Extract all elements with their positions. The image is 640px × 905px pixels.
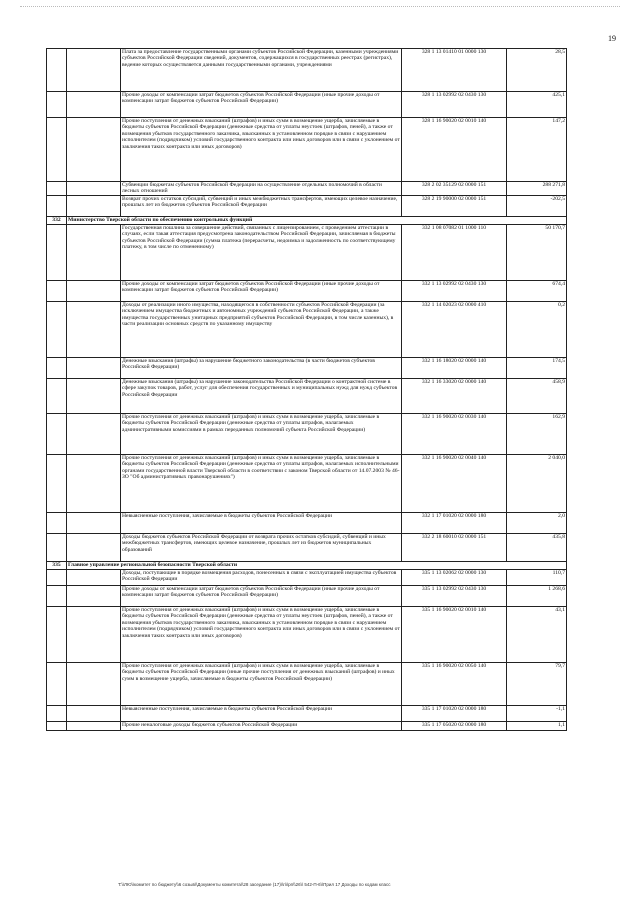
budget-classification-code: 332 2 18 60010 02 0000 151 xyxy=(402,534,507,562)
row-empty-cell-1 xyxy=(47,722,67,731)
budget-classification-code: 335 1 16 90020 02 0010 140 xyxy=(402,607,507,663)
revenue-description: Субвенции бюджетам субъектов Российской Федерации на осуществление отдельных полномочий в области лесных отношений xyxy=(121,182,402,196)
table-row xyxy=(47,663,567,706)
amount: 2,0 xyxy=(507,513,567,534)
revenue-description: Прочие поступления от денежных взысканий (штрафов) и иных сумм в возмещение ущерба, зачисляемые в бюджеты субъектов Российской Федерации (денежные средства от уплаты штрафов, налагаемых административными комиссиями в рамках переданных полномочий субъекта Российской Федерации) xyxy=(121,414,402,455)
section-name: Министерство Тверской области по обеспечению контрольных функций xyxy=(67,217,567,225)
revenue-description: Прочие поступления от денежных взысканий (штрафов) и иных сумм в возмещение ущерба, зачисляемые в бюджеты субъектов Российской Федерации (денежные средства от уплаты штрафов, налагаемых исполнительными органами государственной власти Тверской области в соответствии с законом Тверской области от 14.07.2003 № 46-ЗО "Об административных правонарушениях") xyxy=(121,455,402,513)
revenue-table-body xyxy=(47,49,567,731)
revenue-description: Прочие поступления от денежных взысканий (штрафов) и иных сумм в возмещение ущерба, зачисляемые в бюджеты субъектов Российской Федерации (денежные средства от уплаты неустоек (штрафов, пеней), а также от возмещения убытков государственного заказчика, взысканных в установленном порядке в связи с нарушением исполнителем (подрядчиком) условий государственного контракта или иных договоров или в связи с уклонением от заключения таких контракта или иных договоров) xyxy=(121,607,402,663)
table-row xyxy=(47,196,567,217)
row-empty-cell-2 xyxy=(67,302,121,358)
revenue-description: Плата за предоставление государственными органами субъектов Российской Федерации, казенными учреждениями субъектов Российской Федерации сведений, документов, содержащихся в государственных реестрах (регистрах), ведение которых осуществляется данными государственными органами, учреждениями xyxy=(121,49,402,92)
section-header-row xyxy=(47,562,567,570)
table-row xyxy=(47,607,567,663)
budget-classification-code: 335 1 17 01020 02 0000 180 xyxy=(402,706,507,722)
budget-classification-code: 332 1 16 90020 02 0040 140 xyxy=(402,455,507,513)
amount: 174,5 xyxy=(507,358,567,379)
amount: 425,1 xyxy=(507,92,567,118)
revenue-description: Прочие доходы от компенсации затрат бюджетов субъектов Российской Федерации (иные прочие доходы от компенсации затрат бюджетов субъектов Российской Федерации) xyxy=(121,586,402,607)
row-empty-cell-1 xyxy=(47,586,67,607)
budget-classification-code: 332 1 13 02992 02 0430 130 xyxy=(402,281,507,302)
amount: 0,2 xyxy=(507,302,567,358)
row-empty-cell-2 xyxy=(67,196,121,217)
table-row xyxy=(47,49,567,92)
row-empty-cell-2 xyxy=(67,281,121,302)
section-number: 335 xyxy=(47,562,67,570)
row-empty-cell-1 xyxy=(47,118,67,182)
row-empty-cell-2 xyxy=(67,225,121,281)
row-empty-cell-1 xyxy=(47,196,67,217)
amount: 43,1 xyxy=(507,607,567,663)
table-row xyxy=(47,586,567,607)
table-row xyxy=(47,570,567,586)
table-row xyxy=(47,379,567,414)
revenue-description: Доходы, поступающие в порядке возмещения расходов, понесенных в связи с эксплуатацией имущества субъектов Российской Федерации xyxy=(121,570,402,586)
row-empty-cell-1 xyxy=(47,379,67,414)
budget-classification-code: 335 1 13 02062 02 0000 130 xyxy=(402,570,507,586)
section-header-row xyxy=(47,217,567,225)
row-empty-cell-1 xyxy=(47,92,67,118)
budget-classification-code: 328 1 13 01410 01 0000 130 xyxy=(402,49,507,92)
row-empty-cell-1 xyxy=(47,414,67,455)
budget-classification-code: 332 1 08 07082 01 1000 110 xyxy=(402,225,507,281)
row-empty-cell-2 xyxy=(67,182,121,196)
amount: 1 268,6 xyxy=(507,586,567,607)
table-row xyxy=(47,92,567,118)
row-empty-cell-2 xyxy=(67,455,121,513)
row-empty-cell-1 xyxy=(47,302,67,358)
row-empty-cell-1 xyxy=(47,663,67,706)
row-empty-cell-1 xyxy=(47,706,67,722)
scan-top-edge xyxy=(20,6,620,8)
amount: 674,4 xyxy=(507,281,567,302)
row-empty-cell-2 xyxy=(67,663,121,706)
table-row xyxy=(47,722,567,731)
amount: 1,1 xyxy=(507,722,567,731)
amount: -1,1 xyxy=(507,706,567,722)
amount: 147,2 xyxy=(507,118,567,182)
table-row xyxy=(47,281,567,302)
revenue-table xyxy=(46,48,567,731)
row-empty-cell-2 xyxy=(67,414,121,455)
budget-classification-code: 332 1 14 02023 02 0000 410 xyxy=(402,302,507,358)
amount: 50 170,7 xyxy=(507,225,567,281)
budget-classification-code: 328 2 19 90000 02 0000 151 xyxy=(402,196,507,217)
revenue-description: Денежные взыскания (штрафы) за нарушение бюджетного законодательства (в части бюджетов субъектов Российской Федерации) xyxy=(121,358,402,379)
row-empty-cell-1 xyxy=(47,49,67,92)
table-row xyxy=(47,118,567,182)
table-row xyxy=(47,414,567,455)
row-empty-cell-1 xyxy=(47,358,67,379)
revenue-description: Невыясненные поступления, зачисляемые в бюджеты субъектов Российской Федерации xyxy=(121,513,402,534)
section-name: Главное управление региональной безопасности Тверской области xyxy=(67,562,567,570)
amount: 435,8 xyxy=(507,534,567,562)
amount: -202,5 xyxy=(507,196,567,217)
row-empty-cell-2 xyxy=(67,92,121,118)
row-empty-cell-2 xyxy=(67,534,121,562)
row-empty-cell-1 xyxy=(47,513,67,534)
row-empty-cell-1 xyxy=(47,607,67,663)
row-empty-cell-2 xyxy=(67,513,121,534)
budget-classification-code: 332 1 16 90020 02 0030 140 xyxy=(402,414,507,455)
revenue-description: Государственная пошлина за совершение действий, связанных с лицензированием, с проведением аттестации в случаях, если такая аттестация предусмотрена законодательством Российской Федерации, зачисляемая в бюджеты субъектов Российской Федерации (сумма платежа (перерасчеты, недоимка и задолженность по соответствующему платежу, в том числе по отмененному) xyxy=(121,225,402,281)
revenue-description: Невыясненные поступления, зачисляемые в бюджеты субъектов Российской Федерации xyxy=(121,706,402,722)
section-number: 332 xyxy=(47,217,67,225)
revenue-description: Прочие поступления от денежных взысканий (штрафов) и иных сумм в возмещение ущерба, зачисляемые в бюджеты субъектов Российской Федерации (денежные средства от уплаты неустоек (штрафов, пеней), а также от возмещения убытков государственного заказчика, взысканных в установленном порядке в связи с нарушением исполнителем (подрядчиком) условий государственного контракта или иных договоров или в связи с уклонением от заключения таких контракта или иных договоров) xyxy=(121,118,402,182)
revenue-description: Прочие доходы от компенсации затрат бюджетов субъектов Российской Федерации (иные прочие доходы от компенсации затрат бюджетов субъектов Российской Федерации) xyxy=(121,92,402,118)
row-empty-cell-2 xyxy=(67,118,121,182)
row-empty-cell-2 xyxy=(67,49,121,92)
amount: 162,9 xyxy=(507,414,567,455)
page-number: 19 xyxy=(608,34,616,43)
row-empty-cell-2 xyxy=(67,607,121,663)
row-empty-cell-1 xyxy=(47,570,67,586)
file-path-footer: T:\\ЛЮ\\комитет по бюджету\\6 созыв\\Документы комитета\\28 заседание (17)\\п\\рп\\26\\ 542-П-6\\Прил 17 Доходы по кодам класс xyxy=(118,882,391,887)
table-row xyxy=(47,706,567,722)
budget-classification-code: 335 1 16 90020 02 0050 140 xyxy=(402,663,507,706)
budget-classification-code: 335 1 13 02992 02 0430 130 xyxy=(402,586,507,607)
table-row xyxy=(47,358,567,379)
table-row xyxy=(47,182,567,196)
row-empty-cell-2 xyxy=(67,722,121,731)
amount: 28,5 xyxy=(507,49,567,92)
budget-classification-code: 328 2 02 35129 02 0000 151 xyxy=(402,182,507,196)
amount: 110,7 xyxy=(507,570,567,586)
amount: 458,9 xyxy=(507,379,567,414)
row-empty-cell-2 xyxy=(67,379,121,414)
revenue-description: Прочие неналоговые доходы бюджетов субъектов Российской Федерации xyxy=(121,722,402,731)
row-empty-cell-1 xyxy=(47,182,67,196)
row-empty-cell-1 xyxy=(47,225,67,281)
table-row xyxy=(47,534,567,562)
table-row xyxy=(47,455,567,513)
budget-classification-code: 332 1 16 33020 02 0000 140 xyxy=(402,379,507,414)
revenue-description: Доходы от реализации иного имущества, находящегося в собственности субъектов Российской Федерации (за исключением имущества бюджетных и автономных учреждений субъектов Российской Федерации, а также имущества государственных унитарных предприятий субъектов Российской Федерации, в том числе казенных), в части реализации основных средств по указанному имуществу xyxy=(121,302,402,358)
row-empty-cell-1 xyxy=(47,534,67,562)
amount: 79,7 xyxy=(507,663,567,706)
revenue-description: Прочие доходы от компенсации затрат бюджетов субъектов Российской Федерации (иные прочие доходы от компенсации затрат бюджетов субъектов Российской Федерации) xyxy=(121,281,402,302)
amount: 288 271,8 xyxy=(507,182,567,196)
revenue-description: Денежные взыскания (штрафы) за нарушение законодательства Российской Федерации о контрактной системе в сфере закупок товаров, работ, услуг для обеспечения государственных и муниципальных нужд для нужд субъектов Российской Федерации xyxy=(121,379,402,414)
row-empty-cell-1 xyxy=(47,281,67,302)
amount: 2 040,0 xyxy=(507,455,567,513)
row-empty-cell-1 xyxy=(47,455,67,513)
row-empty-cell-2 xyxy=(67,586,121,607)
budget-classification-code: 328 1 16 90020 02 0010 140 xyxy=(402,118,507,182)
revenue-description: Прочие поступления от денежных взысканий (штрафов) и иных сумм в возмещение ущерба, зачисляемые в бюджеты субъектов Российской Федерации (иные прочие поступления от денежных взысканий (штрафов) и иных сумм в возмещение ущерба, зачисляемые в бюджеты субъектов Российской Федерации) xyxy=(121,663,402,706)
table-row xyxy=(47,302,567,358)
row-empty-cell-2 xyxy=(67,358,121,379)
budget-classification-code: 335 1 17 05020 02 0000 180 xyxy=(402,722,507,731)
revenue-description: Возврат прочих остатков субсидий, субвенций и иных межбюджетных трансфертов, имеющих целевое назначение, прошлых лет из бюджетов субъектов Российской Федерации xyxy=(121,196,402,217)
row-empty-cell-2 xyxy=(67,570,121,586)
budget-classification-code: 328 1 13 02992 02 0430 130 xyxy=(402,92,507,118)
budget-classification-code: 332 1 17 01020 02 0000 180 xyxy=(402,513,507,534)
budget-classification-code: 332 1 16 18020 02 0000 140 xyxy=(402,358,507,379)
revenue-description: Доходы бюджетов субъектов Российской Федерации от возврата прочих остатков субсидий, субвенций и иных межбюджетных трансфертов, имеющих целевое назначение, прошлых лет из бюджетов муниципальных образований xyxy=(121,534,402,562)
table-row xyxy=(47,225,567,281)
table-row xyxy=(47,513,567,534)
row-empty-cell-2 xyxy=(67,706,121,722)
